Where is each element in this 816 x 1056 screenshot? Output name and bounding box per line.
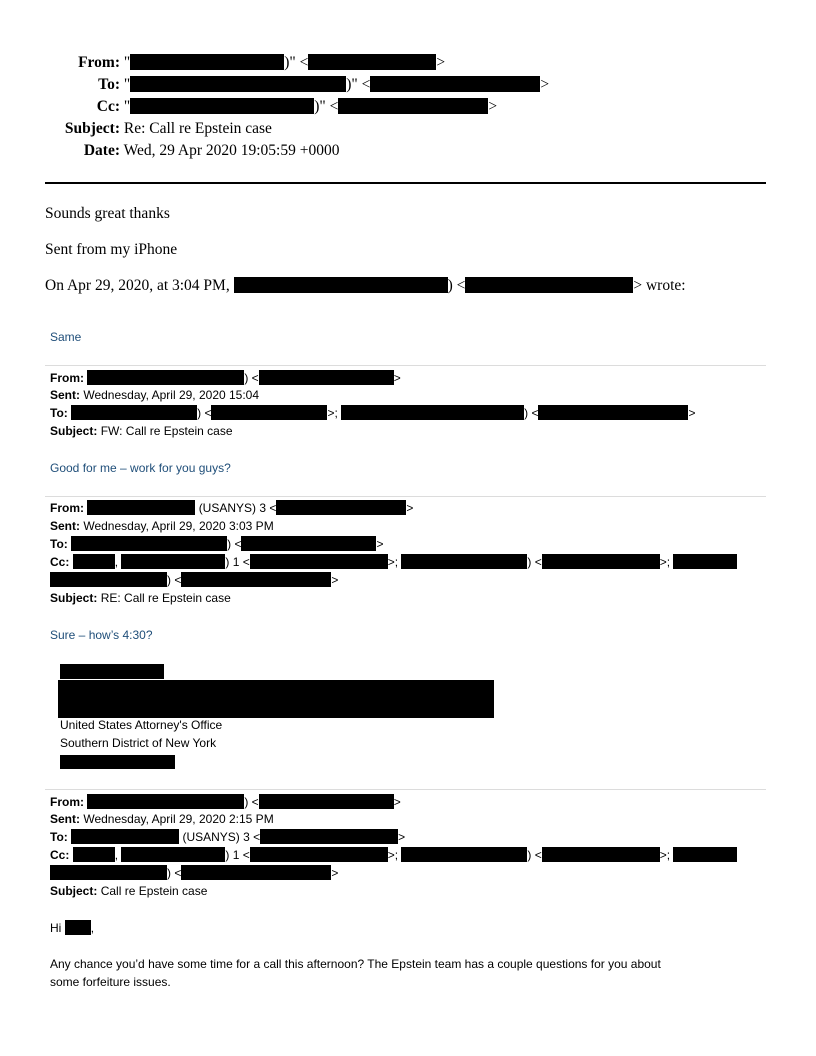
paren-lt: ) <: [524, 406, 539, 420]
quote-close: )" <: [346, 76, 371, 93]
quote-mark: ": [123, 54, 131, 71]
msg4-from-row: [50, 793, 401, 811]
redacted-signature-name: [60, 664, 164, 679]
header-cc-row: [0, 98, 497, 116]
msg2-subject-row: [50, 589, 231, 607]
msg1-subject-label: Subject:: [50, 424, 98, 438]
msg1-sent-row: [50, 386, 259, 404]
redacted-email: [465, 277, 633, 293]
paren-lt: ) <: [167, 573, 182, 587]
gt-semi: >;: [387, 848, 399, 862]
msg4-from-label: From:: [50, 795, 84, 809]
body-on-wrote-line: [45, 277, 686, 295]
redacted-name: [341, 405, 524, 420]
msg1-to-row: [50, 404, 696, 422]
redacted-email: [250, 847, 388, 862]
redacted-name: [121, 847, 225, 862]
msg1-sent-label: Sent:: [50, 388, 80, 402]
redacted-name: [73, 847, 115, 862]
msg4-to-row: [50, 828, 405, 846]
msg2-text: Good for me – work for you guys?: [50, 461, 231, 475]
msg4-to-label: To:: [50, 830, 68, 844]
header-from-row: [0, 54, 445, 72]
header-subject-row: [0, 120, 272, 138]
redacted-name: [50, 572, 167, 587]
gt-semi: >;: [387, 555, 399, 569]
redacted-name: [673, 847, 737, 862]
greeting-hi: Hi: [50, 921, 62, 935]
gt: >: [688, 406, 696, 420]
one-lt: ) 1 <: [225, 555, 250, 569]
redacted-email: [250, 554, 388, 569]
body-line-2: Sent from my iPhone: [45, 241, 178, 258]
paren-lt: ) <: [244, 371, 259, 385]
msg2-from-label: From:: [50, 501, 84, 515]
msg2-subject-value: RE: Call re Epstein case: [100, 591, 231, 605]
redacted-name: [130, 76, 346, 92]
header-subject-value: Re: Call re Epstein case: [123, 120, 272, 137]
redacted-signature-block: [58, 680, 494, 718]
quote-close: )" <: [284, 54, 309, 71]
redacted-name: [50, 865, 167, 880]
msg4-greeting: [50, 919, 94, 937]
redacted-name: [71, 829, 179, 844]
on-wrote-mid: ) <: [447, 277, 466, 294]
msg4-sent-value: Wednesday, April 29, 2020 2:15 PM: [83, 812, 274, 826]
msg2-subject-label: Subject:: [50, 591, 98, 605]
signature-district: Southern District of New York: [60, 736, 217, 750]
msg4-sent-row: [50, 810, 274, 828]
redacted-signature-phone: [60, 755, 175, 769]
msg4-cc-row-cont: [50, 864, 338, 882]
on-wrote-suffix: > wrote:: [633, 277, 686, 294]
msg1-from-row: [50, 369, 401, 387]
header-date-label: Date:: [83, 142, 120, 159]
msg4-divider: [45, 789, 766, 790]
header-to-row: [0, 76, 549, 94]
gt-semi: >;: [659, 555, 671, 569]
redacted-email: [241, 536, 376, 551]
msg2-cc-label: Cc:: [50, 555, 70, 569]
gt: >: [398, 830, 406, 844]
redacted-name: [130, 54, 284, 70]
msg4-cc-label: Cc:: [50, 848, 70, 862]
msg1-divider: [45, 365, 766, 366]
gt-semi: >;: [659, 848, 671, 862]
quote-close: )" <: [314, 98, 339, 115]
msg2-cc-row: [50, 553, 737, 571]
comma: ,: [114, 848, 119, 862]
header-divider: [45, 182, 766, 184]
header-date-value: Wed, 29 Apr 2020 19:05:59 +0000: [123, 142, 340, 159]
msg2-cc-row-cont: [50, 571, 338, 589]
msg1-sent-value: Wednesday, April 29, 2020 15:04: [83, 388, 260, 402]
paren-lt: ) <: [197, 406, 212, 420]
msg2-sent-row: [50, 517, 274, 535]
redacted-email: [260, 829, 398, 844]
msg4-cc-row: [50, 846, 737, 864]
msg2-from-row: [50, 499, 413, 517]
redacted-name: [87, 370, 244, 385]
msg4-subject-value: Call re Epstein case: [100, 884, 208, 898]
gt: >: [488, 98, 498, 115]
gt: >: [393, 371, 401, 385]
msg2-to-label: To:: [50, 537, 68, 551]
redacted-name: [130, 98, 314, 114]
greeting-comma: ,: [90, 921, 95, 935]
gt: >: [331, 573, 339, 587]
msg4-to-mid: (USANYS) 3 <: [182, 830, 261, 844]
quote-mark: ": [123, 76, 131, 93]
header-from-label: From:: [78, 54, 120, 71]
header-subject-label: Subject:: [64, 120, 120, 137]
redacted-email: [259, 370, 394, 385]
signature-office: United States Attorney's Office: [60, 718, 223, 732]
msg4-body-line-2: some forfeiture issues.: [50, 975, 171, 989]
paren-lt: ) <: [527, 555, 542, 569]
msg4-body-line-1: Any chance you’d have some time for a call this afternoon? The Epstein team has a couple questions for you about: [50, 957, 661, 971]
paren-lt: ) <: [227, 537, 242, 551]
gt: >: [393, 795, 401, 809]
redacted-name: [673, 554, 737, 569]
redacted-email: [370, 76, 540, 92]
redacted-name: [234, 277, 448, 293]
redacted-name: [71, 536, 227, 551]
msg1-subject-row: [50, 422, 233, 440]
gt: >: [331, 866, 339, 880]
redacted-name: [87, 500, 195, 515]
redacted-name: [71, 405, 197, 420]
header-date-row: [0, 142, 339, 160]
paren-lt: ) <: [244, 795, 259, 809]
paren-lt: ) <: [167, 866, 182, 880]
redacted-name: [401, 554, 527, 569]
body-line-1: Sounds great thanks: [45, 205, 170, 222]
redacted-email: [542, 554, 660, 569]
msg2-from-mid: (USANYS) 3 <: [198, 501, 277, 515]
redacted-email: [211, 405, 327, 420]
quote-mark: ": [123, 98, 131, 115]
redacted-email: [308, 54, 436, 70]
msg2-divider: [45, 496, 766, 497]
msg2-sent-label: Sent:: [50, 519, 80, 533]
msg4-sent-label: Sent:: [50, 812, 80, 826]
msg1-text: Same: [50, 330, 82, 344]
comma: ,: [114, 555, 119, 569]
gt-semi: >;: [327, 406, 338, 420]
msg4-subject-label: Subject:: [50, 884, 98, 898]
msg1-from-label: From:: [50, 371, 84, 385]
msg1-to-label: To:: [50, 406, 68, 420]
redacted-name: [87, 794, 244, 809]
msg1-subject-value: FW: Call re Epstein case: [100, 424, 233, 438]
redacted-email: [542, 847, 660, 862]
one-lt: ) 1 <: [225, 848, 250, 862]
on-wrote-prefix: On Apr 29, 2020, at 3:04 PM,: [45, 277, 230, 294]
redacted-email: [181, 865, 331, 880]
redacted-name: [121, 554, 225, 569]
msg4-subject-row: [50, 882, 207, 900]
redacted-email: [181, 572, 331, 587]
paren-lt: ) <: [527, 848, 542, 862]
redacted-email: [538, 405, 688, 420]
redacted-email: [259, 794, 394, 809]
redacted-name: [73, 554, 115, 569]
redacted-name: [65, 920, 91, 935]
redacted-name: [401, 847, 527, 862]
msg2-sent-value: Wednesday, April 29, 2020 3:03 PM: [83, 519, 274, 533]
redacted-email: [338, 98, 488, 114]
header-cc-label: Cc:: [96, 98, 120, 115]
msg3-text: Sure – how’s 4:30?: [50, 628, 153, 642]
gt: >: [436, 54, 446, 71]
gt: >: [406, 501, 414, 515]
gt: >: [540, 76, 550, 93]
redacted-email: [276, 500, 406, 515]
msg2-to-row: [50, 535, 383, 553]
gt: >: [376, 537, 384, 551]
header-to-label: To:: [98, 76, 120, 93]
